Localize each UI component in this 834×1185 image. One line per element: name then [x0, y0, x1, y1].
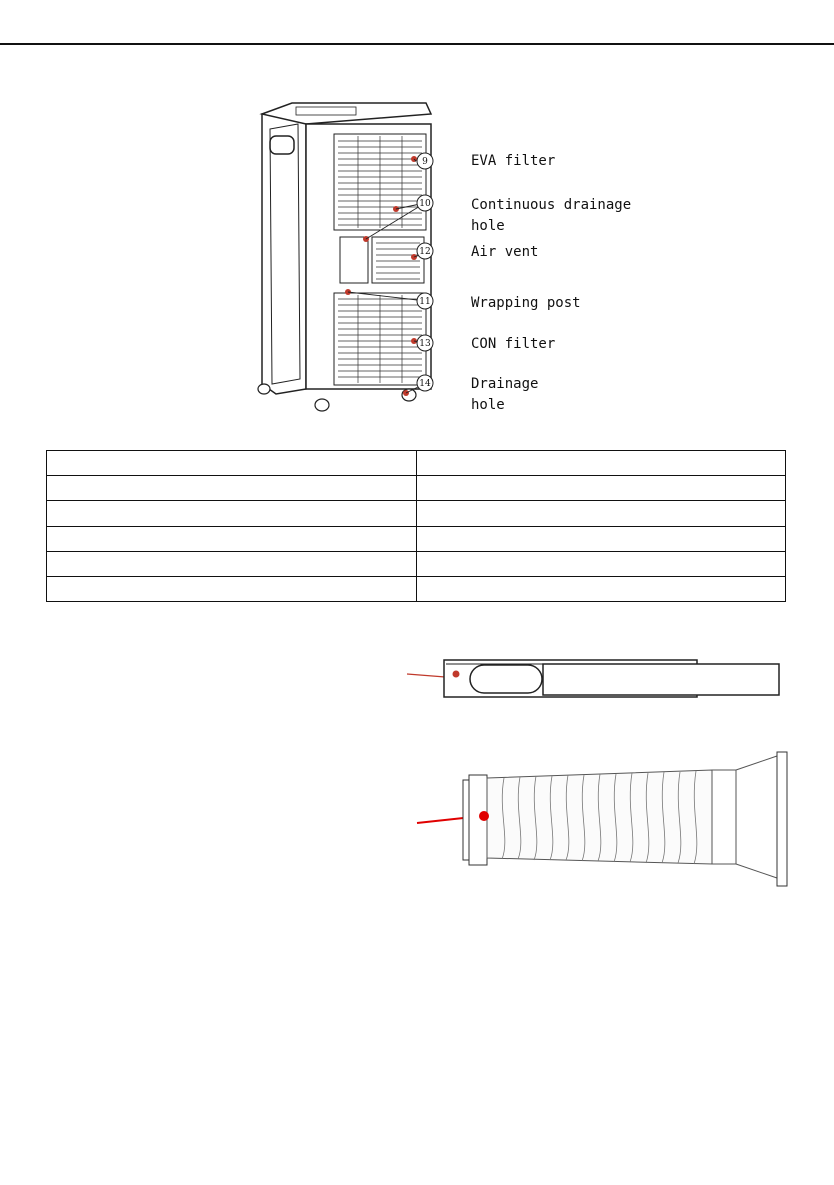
- callout-number-13: 13: [419, 339, 431, 349]
- table-row: [47, 576, 786, 601]
- exhaust-hose-illustration: [412, 740, 802, 899]
- table-cell: [47, 551, 417, 576]
- callout-number-9: 9: [422, 157, 428, 167]
- table-row: [47, 501, 786, 526]
- label-wrapping-post: Wrapping post: [471, 295, 581, 311]
- window-slider-illustration: [400, 652, 790, 708]
- table-cell: [47, 451, 417, 476]
- table-cell: [416, 476, 786, 501]
- table-cell: [416, 526, 786, 551]
- label-continuous-drainage-hole: Continuous drainage hole: [471, 197, 632, 234]
- label-air-vent: Air vent: [471, 244, 539, 260]
- callout-number-10: 10: [419, 199, 431, 209]
- table-cell: [416, 451, 786, 476]
- table-cell: [47, 501, 417, 526]
- header-rule: [0, 43, 834, 45]
- table-cell: [416, 576, 786, 601]
- table-cell: [47, 576, 417, 601]
- table-row: [47, 526, 786, 551]
- callout-number-12: 12: [419, 247, 431, 257]
- label-eva-filter: EVA filter: [471, 153, 556, 169]
- table-cell: [47, 526, 417, 551]
- parts-table: [46, 450, 786, 602]
- callout-number-11: 11: [419, 297, 431, 307]
- air-conditioner-back-illustration: [216, 89, 616, 421]
- hose-marker-dot: [479, 811, 489, 821]
- table-row: [47, 451, 786, 476]
- label-drainage-hole: Drainage hole: [471, 376, 539, 413]
- product-back-view-figure: [216, 89, 616, 421]
- table-row: [47, 476, 786, 501]
- exhaust-opening: [470, 665, 542, 693]
- slider-marker-dot: [453, 671, 460, 678]
- table-row: [47, 551, 786, 576]
- label-con-filter: CON filter: [471, 336, 556, 352]
- table-cell: [416, 501, 786, 526]
- table-cell: [416, 551, 786, 576]
- callout-number-14: 14: [419, 379, 431, 389]
- table-cell: [47, 476, 417, 501]
